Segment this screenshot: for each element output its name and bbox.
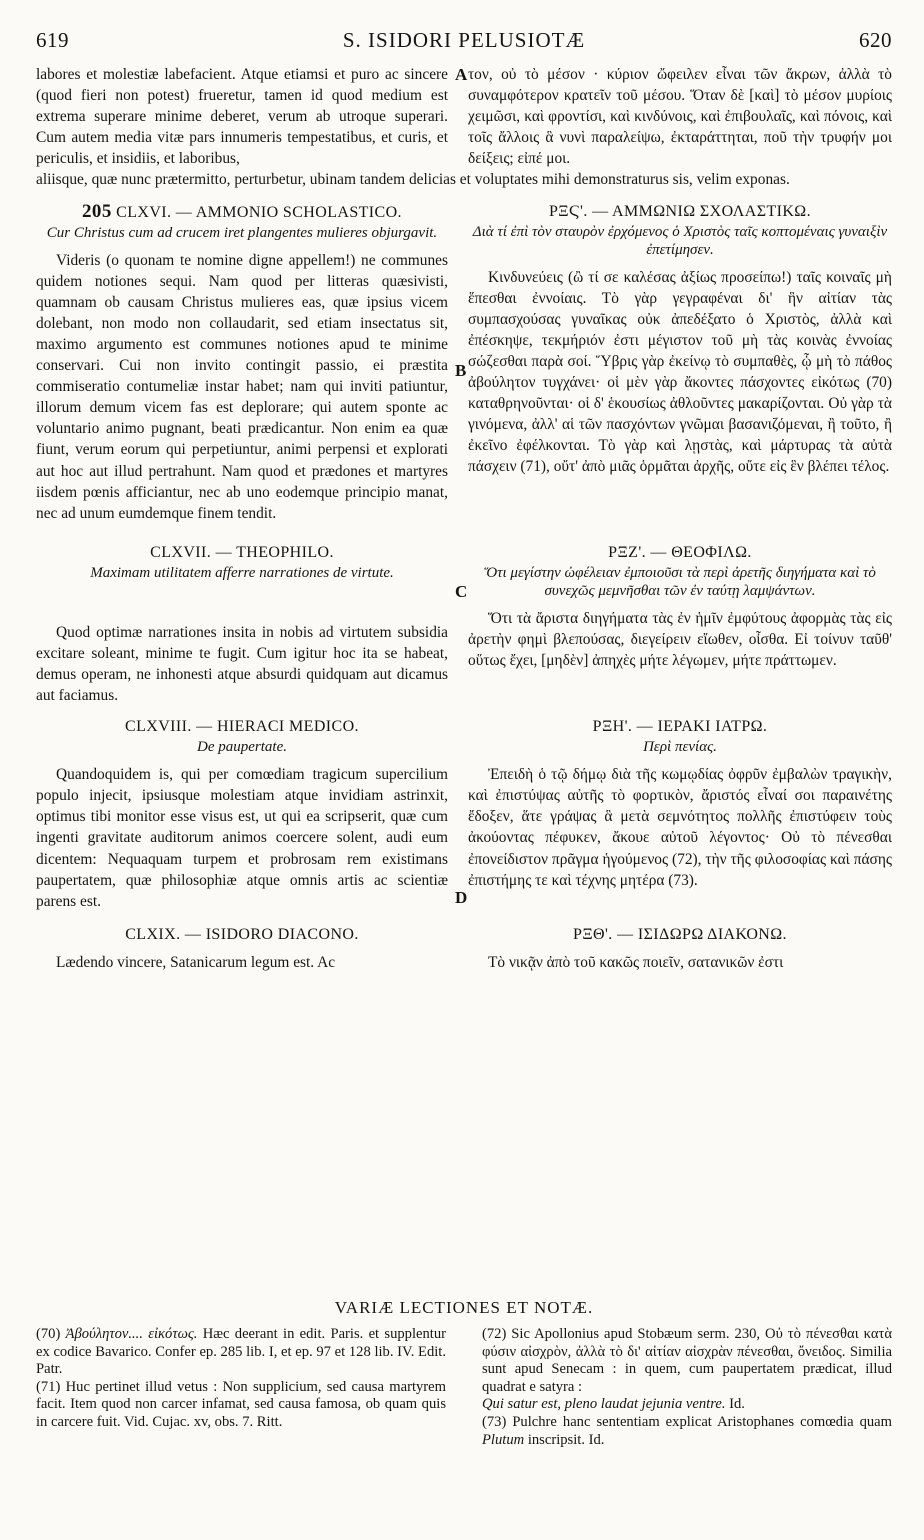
latin-continuation-full: aliisque, quæ nunc prætermitto, perturbetur, ubinam tandem delicias et voluptates mihi demonstraturus sis, velim exponas. [36,171,790,189]
greek-letter-body: Κινδυνεύεις (ὢ τί σε καλέσας ἀξίως προσείπω!) ταῖς κοιναῖς μὴ ἕπεσθαι ἐννοίαις. Τὸ γὰρ γεγραφέναι δι' ἣν αἰτίαν τὰς συμπασχούσας γυναῖκας οὐκ ἀπεδέξατο ὁ Χριστὸς, ἀλλὰ καὶ ἐπέσκηψε, τεκμήριόν ἐστι μέγιστον τοῦ μὴ τὰς κοινὰς ἐννοίας σώζεσθαι παρὰ σοί. Ὕβρις γὰρ ἐκείνῳ τὸ συμπαθὲς, ᾧ μὴ τὸ πάθος ἀβούλητον τυγχάνει· οἱ μὲν γὰρ ἄκοντες πάσχοντες εἰκότως (70) καταθρηνοῦνται· οἱ δ' ἑκουσίως ἀθλοῦντες μακαρίζονται. Οὐ γὰρ τὰ γινόμενα, ἀλλ' αἱ τῶν πασχόντων γνῶμαι βασανιζόμεναι, ἢ τοῦτο, ἢ ἐκεῖνο ἐφέλκονται. Τὸ γὰρ καὶ λῃστὰς, καὶ μάρτυρας τὰ αὐτὰ πάσχειν (71), οὔτ' ἀπὸ μιᾶς ὁρμᾶται ἀρχῆς, οὔτε εἰς ἓν βλέπει τέλος. [468,268,892,476]
note-72: (72) Sic Apollonius apud Stobæum serm. 230, Οὐ τὸ πένεσθαι κατὰ φύσιν αἰσχρὸν, ἀλλὰ τὸ δι' αἰτίαν αἰσχρὰν πένεσθαι, ὄνειδος. Similia sunt apud Senecam : in quem, cum paupertatem prædicat, illud quadrat e satyra : [482,1326,892,1395]
greek-letter-body: Ἐπειδὴ ὁ τῷ δήμῳ διὰ τῆς κωμῳδίας ὀφρῦν ἐμβαλὼν τραγικὴν, καὶ ἐπιστύψας αὐτῆς τὸ φορτικὸν, ἄριστός εἶναί σοι παραινέτης ἔδοξεν, ἅτε γράψας ἃ μετὰ σεμνότητος πολλῆς ἐπιστύφειν τοὺς ἀκούοντας πέφυκεν, ἄκουε αὐτοῦ λέγοντος· Οὐ τὸ πένεσθαι ἐπονείδιστον πρᾶγμα ἡγούμενος (72), τὴν τῆς φιλοσοφίας καὶ πάσης ἐπιστήμης τε καὶ τέχνης μητέρα (73). [468,766,892,889]
greek-letter-subtitle: Διὰ τί ἐπὶ τὸν σταυρὸν ἐρχόμενος ὁ Χριστὸς ταῖς κοπτομέναις γυναιξὶν ἐπετίμησεν. [472,223,888,258]
marker-c: C [455,581,468,601]
latin-letter-body: Lædendo vincere, Satanicarum legum est. Ac [56,953,336,971]
note-ref: (70) [36,1326,61,1342]
note-lemma: Ἀβούλητον.... εἰκότως. [65,1326,198,1342]
latin-letter-title-text: CLXVI. — AMMONIO SCHOLASTICO. [116,203,402,221]
greek-letter-subtitle: Περὶ πενίας. [643,739,717,756]
note-title-italic: Plutum [482,1431,525,1448]
greek-letter-body: Ὅτι τὰ ἄριστα διηγήματα τὰς ἐν ἡμῖν ἐμφύτους ἀφορμὰς τὰς εἰς ἀρετὴν φημὶ βλεπούσας, διεγείρειν εἴωθεν, οἶσθα. Εἰ τοίνυν ταῦθ' οὕτως ἔχει, [μηδὲν] ἀπηχὲς μήτε λέγωμεν, μήτε πράττωμεν. [468,609,892,669]
page-number-left: 619 [36,28,69,52]
marker-b: B [455,360,467,380]
greek-continuation: τον, οὐ τὸ μέσον · κύριον ὤφειλεν εἶναι τῶν ἄκρων, ἀλλὰ τὸ συναμφότερον κρατεῖν τοῦ μέσου. Ὅταν δὲ [καὶ] τὸ μέσον μυρίοις χειμῶσι, καὶ φροντίσι, καὶ κινδύνοις, καὶ ἐπιβουλαῖς, καὶ πόνοις, καὶ τοῖς ἄλλοις ἃ νυνὶ παραλείψω, ἐκταράττηται, ποῦ τὴν τρυφήν μοι δείξεις; εἰπέ μοι. [468,66,892,168]
latin-continuation: labores et molestiæ labefacient. Atque etiamsi et puro ac sincere (quod fieri non potest) frueretur, tamen id quod medium est extrema superare minime deberet, verum ab utroque superari. Cum autem media vitæ pars innumeris tempestatibus, et curis, et periculis, et insidiis, et laboribus, [36,66,448,168]
latin-letter-title: CLXVII. — THEOPHILO. [150,543,334,561]
greek-letter-title: ΡΞϚ'. — ΑΜΜΩΝΙΩ ΣΧΟΛΑΣΤΙΚΩ. [548,202,811,220]
marker-a: A [455,65,468,84]
note-text-end: inscripsit. Id. [527,1431,605,1448]
note-70 [36,1326,446,1379]
latin-letter-body: Quandoquidem is, qui per comœdiam tragicum supercilium populo injecit, ipsiusque molestiam atque invidiam astrinxit, optimus tibi monitor esse visus est, ut qui ea scripserit, quæ cum ingenti gravitate auditorum animos coercere solent, audi eum dicentem: Nequaquam turpem et probrosam rem existimans paupertatem, quæ philosophiæ atque omnis artis ac scientiæ parens est. [36,766,448,910]
latin-letter-subtitle: De paupertate. [197,739,287,756]
note-verse: Qui satur est, pleno laudat jejunia ventre. [482,1396,726,1413]
latin-letter-subtitle: Maximam utilitatem afferre narrationes de virtute. [90,564,394,581]
notes-heading: VARIÆ LECTIONES ET NOTÆ. [334,1298,594,1317]
latin-letter-title [36,201,448,224]
notes-section [36,1326,892,1449]
latin-letter-body: Quod optimæ narrationes insita in nobis ad virtutem subsidia excitare soleant, minime te fugit. Cum igitur hoc ita se habeat, demus operam, ne inhonesti atque absurdi quidquam aut dicamus aut faciamus. [36,623,448,705]
note-text: (73) Pulchre hanc sententiam explicat Aristophanes comœdia quam [482,1413,892,1430]
latin-letter-subtitle: Cur Christus cum ad crucem iret plangentes mulieres objurgavit. [46,224,438,241]
running-header [36,28,892,64]
column-number: 205 [82,200,112,222]
note-72-verse [482,1396,892,1414]
greek-letter-title: ΡΞΘ'. — ΙΣΙΔΩΡΩ ΔΙΑΚΟΝΩ. [573,925,787,943]
page [36,28,892,973]
greek-letter-subtitle: Ὅτι μεγίστην ὠφέλειαν ἐμποιοῦσι τὰ περὶ ἀρετῆς διηγήματα καὶ τὸ συνεχῶς μεμνῆσθαι τῶν ἐν ταύτῃ λαμψάντων. [484,564,876,599]
note-73 [482,1414,892,1449]
marker-d: D [455,888,468,908]
latin-letter-title: CLXIX. — ISIDORO DIACONO. [125,925,359,943]
notes-right-column [482,1326,892,1449]
running-title: S. ISIDORI PELUSIOTÆ [342,28,586,52]
greek-letter-title: ΡΞΗ'. — ΙΕΡΑΚΙ ΙΑΤΡΩ. [592,718,768,736]
notes-left-column [36,1326,446,1449]
latin-letter-title: CLXVIII. — HIERACI MEDICO. [125,718,359,736]
latin-letter-body: Videris (o quonam te nomine digne appellem!) ne communes quidem notiones sequi. Nam quod per litteras quæsivisti, quamnam ob causam Christus mulieres eas, quæ ipsius vicem dolebant, non modo non collaudarit, sed etiam insectatus sit, maximo argumento est communes notiones apud te minime conservari. Cui non invito contingit passio, ei præstita commiseratio contumeliæ instar habet; nam qui inviti patiuntur, illorum demum vicem fas est deplorare; qui autem sponte ac voluntario animo pugnant, beati prædicantur. Non enim ea quæ fiunt, verum eorum qui perpetiuntur, animi perpensi et explorati aut hoc aut illud pertrahunt. Nam quod et prædones et martyres iisdem pœnis afficiantur, nec ab uno eodemque principio manat, nec ad unum eumdemque finem tendit. [36,251,448,522]
greek-letter-body: Τὸ νικᾷν ἀπὸ τοῦ κακῶς ποιεῖν, σατανικῶν ἐστι [488,953,784,971]
note-text: Hæc deerant in edit. Paris. et supplentur ex codice Bavarico. Confer ep. 285 lib. I, et ep. 97 et 128 lib. IV. Edit. Patr. [36,1326,447,1378]
page-number-right: 620 [858,28,892,52]
greek-letter-title: ΡΞΖ'. — ΘΕΟΦΙΛΩ. [608,543,752,561]
note-signature: Id. [729,1396,745,1413]
note-71: (71) Huc pertinet illud vetus : Non supplicium, sed causa martyrem facit. Item quod non carcer infamat, sed causa famosa, ob quam quis in carcere fuit. Vid. Cujac. xv, obs. 7. Ritt. [36,1378,446,1430]
